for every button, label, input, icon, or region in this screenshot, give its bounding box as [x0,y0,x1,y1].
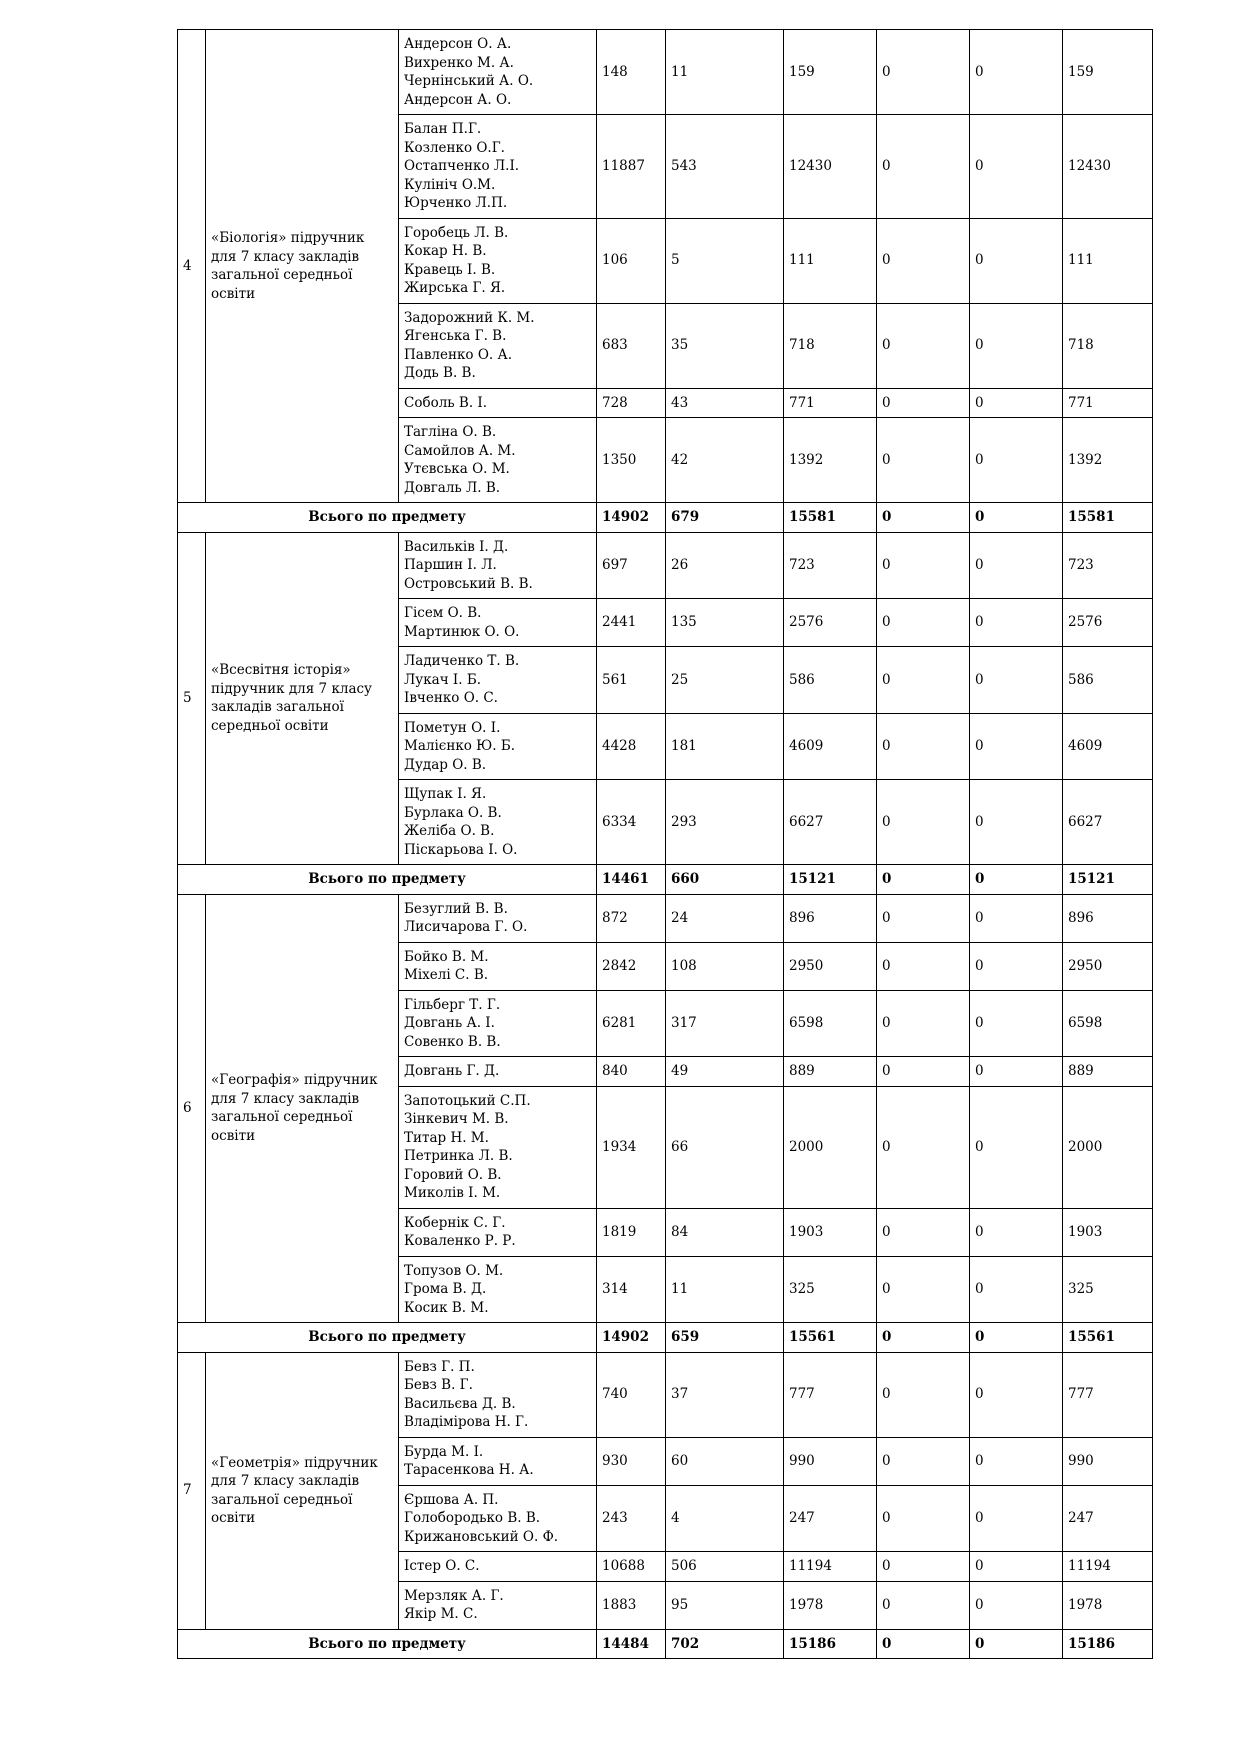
authors-cell [399,1437,597,1485]
value-cell-5: 0 [970,894,1063,942]
authors-cell [399,990,597,1057]
authors-cell [399,599,597,647]
value-cell-1: 10688 [597,1552,666,1582]
value-cell-2: 506 [666,1552,784,1582]
value-cell-5: 0 [970,218,1063,303]
value-cell-4: 0 [877,1256,970,1323]
subject-number: 6 [178,894,206,1323]
authors-cell [399,1208,597,1256]
value-cell-1: 1350 [597,418,666,503]
author-name: Самойлов А. М. [404,442,516,459]
value-cell-1: 1883 [597,1581,666,1629]
author-name: Гісем О. В. [404,605,482,621]
author-name: Малієнко Ю. Б. [404,738,516,754]
value-cell-6: 11194 [1063,1552,1153,1582]
value-cell-3: 11194 [784,1552,877,1582]
subject-title: «Біологія» підручник для 7 класу закладів загальної середньої освіти [206,30,399,503]
value-cell-1: 561 [597,647,666,714]
value-cell-2: 24 [666,894,784,942]
subject-total-row [178,1323,1153,1353]
value-cell-2: 66 [666,1086,784,1208]
total-value-cell-6: 15581 [1063,503,1153,533]
author-name: Мерзляк А. Г. [404,1587,504,1604]
total-value-cell-1: 14484 [597,1629,666,1659]
authors-cell [399,1057,597,1087]
author-name: Лисичарова Г. О. [404,919,528,935]
table-body [178,30,1153,1659]
value-cell-2: 11 [666,1256,784,1323]
author-name: Лукач І. Б. [404,671,482,688]
value-cell-4: 0 [877,1581,970,1629]
authors-cell [399,30,597,115]
authors-cell [399,532,597,599]
author-name: Якір М. С. [404,1606,478,1622]
author-name: Кравець І. В. [404,261,496,278]
value-cell-5: 0 [970,1208,1063,1256]
author-name: Кокар Н. В. [404,243,487,259]
value-cell-3: 111 [784,218,877,303]
value-cell-3: 2950 [784,942,877,990]
author-name: Титар Н. М. [404,1129,489,1146]
value-cell-6: 6627 [1063,780,1153,865]
value-cell-6: 325 [1063,1256,1153,1323]
value-cell-6: 2950 [1063,942,1153,990]
author-name: Остапченко Л.І. [404,158,520,174]
value-cell-4: 0 [877,780,970,865]
value-cell-1: 840 [597,1057,666,1087]
author-name: Жирська Г. Я. [404,280,506,296]
table-row [178,1352,1153,1437]
value-cell-6: 159 [1063,30,1153,115]
author-name: Мартинюк О. О. [404,623,520,640]
value-cell-6: 1392 [1063,418,1153,503]
total-label: Всього по предмету [178,1323,597,1353]
value-cell-3: 990 [784,1437,877,1485]
value-cell-2: 43 [666,388,784,418]
author-name: Павленко О. А. [404,346,513,363]
value-cell-3: 159 [784,30,877,115]
value-cell-1: 1934 [597,1086,666,1208]
author-name: Міхелі С. В. [404,967,489,983]
total-label: Всього по предмету [178,1629,597,1659]
author-name: Кобернік С. Г. [404,1214,506,1231]
value-cell-2: 49 [666,1057,784,1087]
value-cell-4: 0 [877,532,970,599]
author-name: Крижановський О. Ф. [404,1528,559,1545]
value-cell-2: 84 [666,1208,784,1256]
value-cell-4: 0 [877,713,970,780]
value-cell-3: 12430 [784,115,877,219]
value-cell-6: 723 [1063,532,1153,599]
value-cell-1: 2842 [597,942,666,990]
value-cell-3: 2000 [784,1086,877,1208]
author-name: Топузов О. М. [404,1262,504,1279]
author-name: Андерсон О. А. [404,36,512,52]
value-cell-1: 148 [597,30,666,115]
value-cell-4: 0 [877,218,970,303]
total-value-cell-6: 15186 [1063,1629,1153,1659]
authors-cell [399,942,597,990]
value-cell-4: 0 [877,1057,970,1087]
value-cell-4: 0 [877,1086,970,1208]
value-cell-1: 740 [597,1352,666,1437]
value-cell-5: 0 [970,942,1063,990]
value-cell-1: 6334 [597,780,666,865]
value-cell-1: 872 [597,894,666,942]
value-cell-4: 0 [877,1552,970,1582]
total-value-cell-6: 15561 [1063,1323,1153,1353]
value-cell-2: 4 [666,1485,784,1552]
value-cell-3: 1392 [784,418,877,503]
value-cell-2: 5 [666,218,784,303]
value-cell-4: 0 [877,990,970,1057]
value-cell-5: 0 [970,1437,1063,1485]
value-cell-4: 0 [877,418,970,503]
author-name: Андерсон А. О. [404,91,512,108]
value-cell-6: 12430 [1063,115,1153,219]
author-name: Коваленко Р. Р. [404,1233,516,1249]
authors-cell [399,1352,597,1437]
total-value-cell-4: 0 [877,503,970,533]
total-value-cell-6: 15121 [1063,865,1153,895]
value-cell-5: 0 [970,1352,1063,1437]
value-cell-5: 0 [970,1086,1063,1208]
total-label: Всього по предмету [178,865,597,895]
total-value-cell-2: 679 [666,503,784,533]
value-cell-5: 0 [970,990,1063,1057]
value-cell-4: 0 [877,1485,970,1552]
value-cell-3: 1903 [784,1208,877,1256]
total-value-cell-2: 660 [666,865,784,895]
total-value-cell-2: 702 [666,1629,784,1659]
author-name: Бевз В. Г. [404,1377,473,1393]
value-cell-4: 0 [877,1208,970,1256]
value-cell-2: 543 [666,115,784,219]
value-cell-1: 683 [597,303,666,388]
author-name: Балан П.Г. [404,121,482,137]
value-cell-2: 317 [666,990,784,1057]
value-cell-3: 247 [784,1485,877,1552]
value-cell-5: 0 [970,1581,1063,1629]
total-value-cell-3: 15561 [784,1323,877,1353]
value-cell-5: 0 [970,1485,1063,1552]
value-cell-1: 11887 [597,115,666,219]
authors-cell [399,388,597,418]
author-name: Щупак І. Я. [404,786,487,802]
author-name: Грома В. Д. [404,1281,487,1297]
value-cell-1: 6281 [597,990,666,1057]
authors-cell [399,713,597,780]
author-name: Гільберг Т. Г. [404,996,501,1013]
value-cell-4: 0 [877,1437,970,1485]
total-label: Всього по предмету [178,503,597,533]
authors-cell [399,1581,597,1629]
author-name: Васильєва Д. В. [404,1395,516,1412]
value-cell-1: 106 [597,218,666,303]
value-cell-2: 25 [666,647,784,714]
value-cell-6: 1903 [1063,1208,1153,1256]
author-name: Голобородько В. В. [404,1510,541,1526]
value-cell-5: 0 [970,1057,1063,1087]
subject-number: 4 [178,30,206,503]
value-cell-1: 4428 [597,713,666,780]
author-name: Кулініч О.М. [404,176,496,193]
authors-cell [399,218,597,303]
author-name: Івченко О. С. [404,690,498,706]
authors-cell [399,647,597,714]
author-name: Утєвська О. М. [404,461,510,477]
author-name: Довгаль Л. В. [404,479,501,496]
subject-total-row [178,865,1153,895]
value-cell-5: 0 [970,780,1063,865]
value-cell-3: 718 [784,303,877,388]
subject-total-row [178,503,1153,533]
subject-title: «Географія» підручник для 7 класу закладів загальної середньої освіти [206,894,399,1323]
total-value-cell-5: 0 [970,865,1063,895]
authors-cell [399,115,597,219]
value-cell-2: 26 [666,532,784,599]
author-name: Додь В. В. [404,365,476,381]
author-name: Довгань А. І. [404,1015,495,1031]
textbook-orders-table [177,29,1153,1659]
value-cell-4: 0 [877,1352,970,1437]
value-cell-6: 247 [1063,1485,1153,1552]
table-row [178,894,1153,942]
value-cell-6: 4609 [1063,713,1153,780]
value-cell-6: 6598 [1063,990,1153,1057]
total-value-cell-2: 659 [666,1323,784,1353]
author-name: Миколів І. М. [404,1185,501,1201]
value-cell-5: 0 [970,1552,1063,1582]
author-name: Зінкевич М. В. [404,1111,509,1127]
value-cell-5: 0 [970,388,1063,418]
author-name: Горовий О. В. [404,1166,502,1183]
value-cell-5: 0 [970,599,1063,647]
total-value-cell-1: 14902 [597,1323,666,1353]
value-cell-1: 243 [597,1485,666,1552]
value-cell-3: 586 [784,647,877,714]
authors-cell [399,1086,597,1208]
author-name: Бурда М. І. [404,1443,484,1460]
author-name: Істер О. С. [404,1558,480,1574]
value-cell-2: 95 [666,1581,784,1629]
value-cell-5: 0 [970,1256,1063,1323]
value-cell-1: 314 [597,1256,666,1323]
author-name: Ягенська Г. В. [404,328,507,344]
value-cell-6: 2576 [1063,599,1153,647]
value-cell-3: 771 [784,388,877,418]
author-name: Пометун О. І. [404,719,501,736]
author-name: Совенко В. В. [404,1033,501,1050]
value-cell-5: 0 [970,647,1063,714]
subject-title: «Геометрія» підручник для 7 класу закладів загальної середньої освіти [206,1352,399,1629]
author-name: Бурлака О. В. [404,804,502,821]
author-name: Владімірова Н. Г. [404,1414,529,1430]
value-cell-3: 777 [784,1352,877,1437]
subject-number: 5 [178,532,206,865]
total-value-cell-5: 0 [970,503,1063,533]
value-cell-4: 0 [877,388,970,418]
value-cell-5: 0 [970,115,1063,219]
table-row [178,30,1153,115]
total-value-cell-1: 14902 [597,503,666,533]
value-cell-1: 1819 [597,1208,666,1256]
subject-total-row [178,1629,1153,1659]
value-cell-3: 6627 [784,780,877,865]
value-cell-2: 37 [666,1352,784,1437]
total-value-cell-4: 0 [877,1629,970,1659]
authors-cell [399,418,597,503]
value-cell-2: 293 [666,780,784,865]
author-name: Безуглий В. В. [404,900,508,917]
value-cell-2: 35 [666,303,784,388]
value-cell-1: 930 [597,1437,666,1485]
author-name: Бойко В. М. [404,948,489,965]
table-row [178,532,1153,599]
author-name: Косик В. М. [404,1299,489,1316]
subject-number: 7 [178,1352,206,1629]
value-cell-2: 60 [666,1437,784,1485]
value-cell-3: 896 [784,894,877,942]
author-name: Соболь В. І. [404,394,488,411]
author-name: Ладиченко Т. В. [404,653,520,669]
value-cell-3: 2576 [784,599,877,647]
author-name: Горобець Л. В. [404,224,509,241]
value-cell-3: 1978 [784,1581,877,1629]
value-cell-6: 771 [1063,388,1153,418]
author-name: Тагліна О. В. [404,424,497,440]
value-cell-6: 718 [1063,303,1153,388]
author-name: Тарасенкова Н. А. [404,1462,534,1478]
value-cell-2: 42 [666,418,784,503]
value-cell-6: 111 [1063,218,1153,303]
value-cell-3: 889 [784,1057,877,1087]
total-value-cell-3: 15186 [784,1629,877,1659]
value-cell-1: 697 [597,532,666,599]
value-cell-4: 0 [877,894,970,942]
value-cell-6: 2000 [1063,1086,1153,1208]
author-name: Козленко О.Г. [404,139,505,156]
author-name: Запотоцький С.П. [404,1092,531,1109]
value-cell-2: 135 [666,599,784,647]
value-cell-2: 11 [666,30,784,115]
author-name: Вихренко М. А. [404,54,514,71]
value-cell-4: 0 [877,599,970,647]
authors-cell [399,1485,597,1552]
value-cell-5: 0 [970,532,1063,599]
total-value-cell-3: 15581 [784,503,877,533]
author-name: Єршова А. П. [404,1491,499,1508]
value-cell-6: 990 [1063,1437,1153,1485]
author-name: Бевз Г. П. [404,1358,475,1375]
value-cell-6: 1978 [1063,1581,1153,1629]
authors-cell [399,303,597,388]
author-name: Паршин І. Л. [404,557,497,573]
authors-cell [399,780,597,865]
value-cell-5: 0 [970,418,1063,503]
value-cell-5: 0 [970,30,1063,115]
value-cell-4: 0 [877,942,970,990]
value-cell-2: 181 [666,713,784,780]
total-value-cell-4: 0 [877,865,970,895]
value-cell-6: 777 [1063,1352,1153,1437]
total-value-cell-5: 0 [970,1323,1063,1353]
author-name: Васильків І. Д. [404,538,509,555]
value-cell-1: 728 [597,388,666,418]
author-name: Дудар О. В. [404,756,487,773]
value-cell-3: 6598 [784,990,877,1057]
value-cell-4: 0 [877,115,970,219]
subject-title: «Всесвітня історія» підручник для 7 класу закладів загальної середньої освіти [206,532,399,865]
authors-cell [399,1256,597,1323]
total-value-cell-3: 15121 [784,865,877,895]
value-cell-4: 0 [877,647,970,714]
author-name: Юрченко Л.П. [404,195,508,211]
author-name: Задорожний К. М. [404,309,535,326]
author-name: Довгань Г. Д. [404,1063,500,1079]
value-cell-1: 2441 [597,599,666,647]
value-cell-2: 108 [666,942,784,990]
value-cell-6: 586 [1063,647,1153,714]
value-cell-6: 896 [1063,894,1153,942]
total-value-cell-4: 0 [877,1323,970,1353]
author-name: Піскарьова І. О. [404,841,518,858]
author-name: Островський В. В. [404,575,533,592]
total-value-cell-1: 14461 [597,865,666,895]
total-value-cell-5: 0 [970,1629,1063,1659]
value-cell-5: 0 [970,713,1063,780]
authors-cell [399,1552,597,1582]
author-name: Чернінський А. О. [404,73,534,89]
author-name: Желіба О. В. [404,823,495,839]
value-cell-3: 325 [784,1256,877,1323]
value-cell-4: 0 [877,30,970,115]
value-cell-5: 0 [970,303,1063,388]
value-cell-3: 723 [784,532,877,599]
value-cell-6: 889 [1063,1057,1153,1087]
value-cell-3: 4609 [784,713,877,780]
authors-cell [399,894,597,942]
author-name: Петринка Л. В. [404,1148,513,1164]
value-cell-4: 0 [877,303,970,388]
